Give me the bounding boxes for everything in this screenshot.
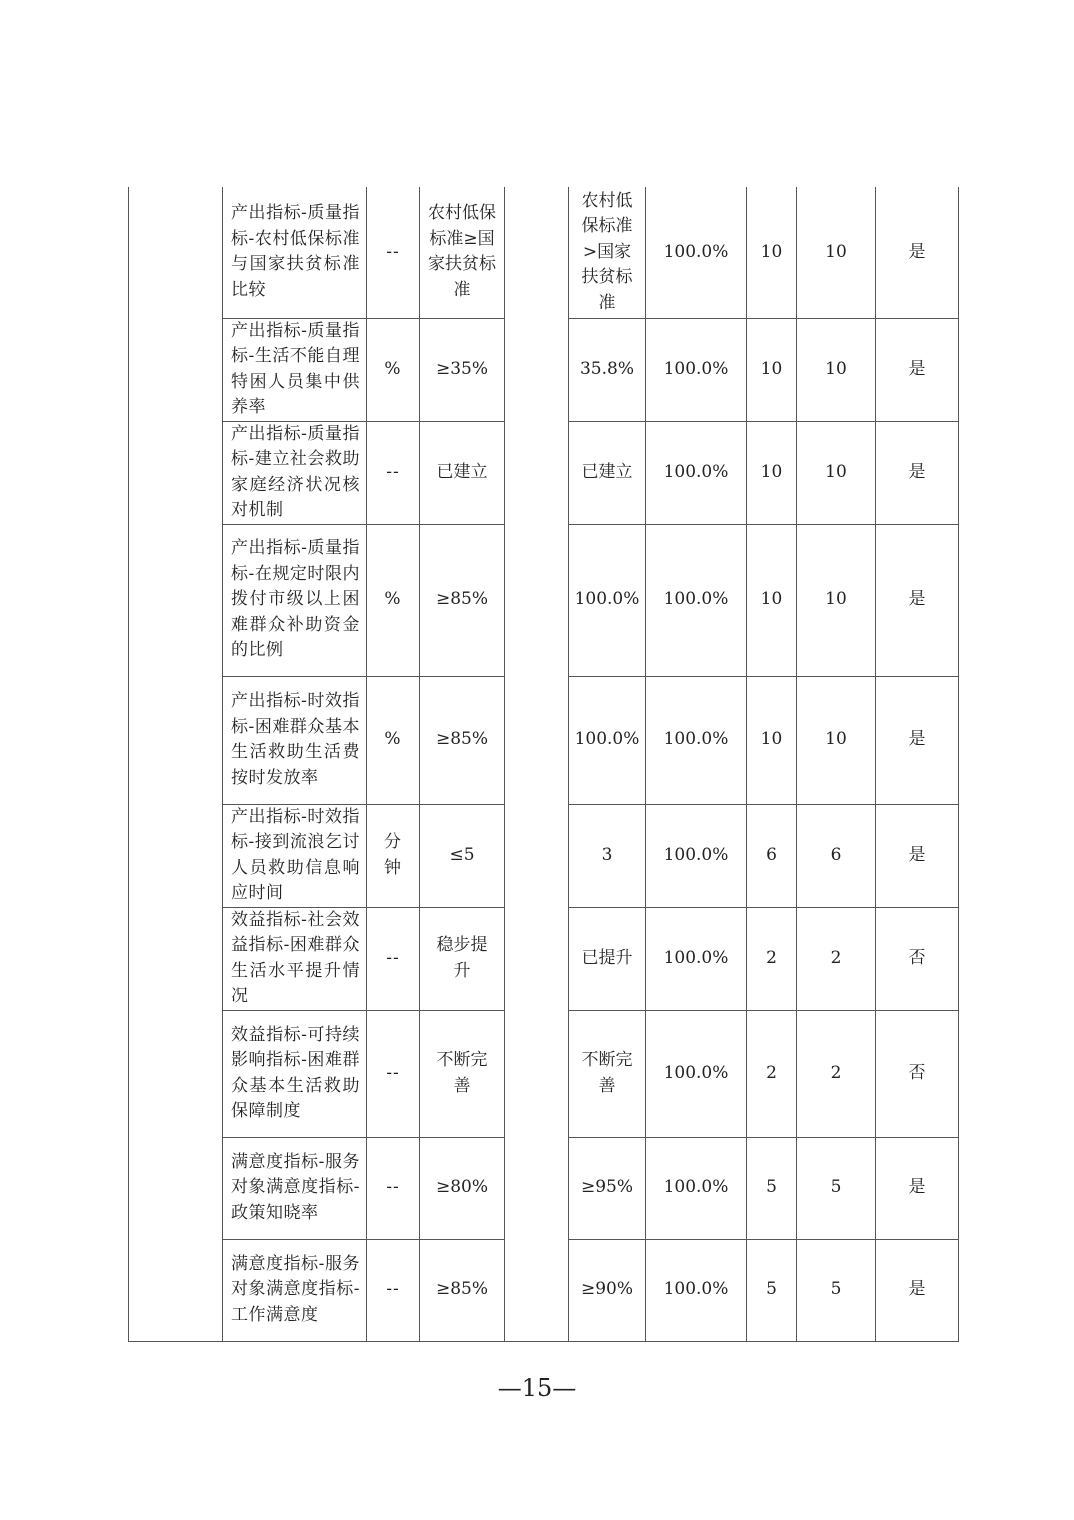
met-cell: 否: [876, 1010, 959, 1137]
indicator-cell: 产出指标-质量指标-建立社会救助家庭经济状况核对机制: [223, 421, 367, 524]
score-cell: 10: [797, 187, 876, 318]
weight-cell: 10: [747, 421, 797, 524]
met-cell: 是: [876, 318, 959, 421]
target-cell: 稳步提升: [420, 907, 505, 1010]
target-cell: ≤5: [420, 804, 505, 907]
indicator-cell: 满意度指标-服务对象满意度指标-政策知晓率: [223, 1137, 367, 1239]
target-cell: 不断完善: [420, 1010, 505, 1137]
score-cell: 2: [797, 1010, 876, 1137]
merged-empty-cell: [505, 187, 569, 1341]
actual-cell: 已提升: [569, 907, 646, 1010]
table-row: [129, 187, 959, 318]
actual-cell: 35.8%: [569, 318, 646, 421]
completion-rate-cell: 100.0%: [646, 1239, 747, 1341]
completion-rate-cell: 100.0%: [646, 524, 747, 676]
score-cell: 5: [797, 1137, 876, 1239]
indicator-cell: 产出指标-时效指标-困难群众基本生活救助生活费按时发放率: [223, 676, 367, 804]
weight-cell: 6: [747, 804, 797, 907]
unit-cell: %: [367, 318, 420, 421]
unit-cell: --: [367, 1239, 420, 1341]
score-cell: 10: [797, 318, 876, 421]
score-cell: 6: [797, 804, 876, 907]
met-cell: 是: [876, 524, 959, 676]
actual-cell: ≥95%: [569, 1137, 646, 1239]
weight-cell: 2: [747, 907, 797, 1010]
target-cell: ≥85%: [420, 1239, 505, 1341]
target-cell: ≥85%: [420, 676, 505, 804]
met-cell: 是: [876, 1137, 959, 1239]
score-cell: 10: [797, 676, 876, 804]
indicator-cell: 效益指标-可持续影响指标-困难群众基本生活救助保障制度: [223, 1010, 367, 1137]
target-cell: ≥35%: [420, 318, 505, 421]
met-cell: 是: [876, 187, 959, 318]
score-cell: 10: [797, 421, 876, 524]
score-cell: 5: [797, 1239, 876, 1341]
completion-rate-cell: 100.0%: [646, 318, 747, 421]
weight-cell: 2: [747, 1010, 797, 1137]
indicator-cell: 满意度指标-服务对象满意度指标-工作满意度: [223, 1239, 367, 1341]
actual-cell: 100.0%: [569, 676, 646, 804]
unit-cell: %: [367, 676, 420, 804]
actual-cell: 100.0%: [569, 524, 646, 676]
met-cell: 是: [876, 676, 959, 804]
indicator-cell: 产出指标-时效指标-接到流浪乞讨人员救助信息响应时间: [223, 804, 367, 907]
performance-indicator-table: [128, 187, 959, 1342]
weight-cell: 10: [747, 187, 797, 318]
indicator-cell: 产出指标-质量指标-在规定时限内拨付市级以上困难群众补助资金的比例: [223, 524, 367, 676]
completion-rate-cell: 100.0%: [646, 1010, 747, 1137]
actual-cell: 已建立: [569, 421, 646, 524]
weight-cell: 10: [747, 318, 797, 421]
unit-cell: --: [367, 907, 420, 1010]
score-cell: 2: [797, 907, 876, 1010]
weight-cell: 5: [747, 1137, 797, 1239]
met-cell: 是: [876, 421, 959, 524]
page-number: —15—: [497, 1374, 577, 1402]
actual-cell: ≥90%: [569, 1239, 646, 1341]
unit-cell: --: [367, 1137, 420, 1239]
unit-cell: --: [367, 1010, 420, 1137]
completion-rate-cell: 100.0%: [646, 187, 747, 318]
target-cell: ≥80%: [420, 1137, 505, 1239]
unit-cell: %: [367, 524, 420, 676]
unit-cell: --: [367, 421, 420, 524]
merged-category-cell: [129, 187, 223, 1341]
weight-cell: 5: [747, 1239, 797, 1341]
met-cell: 否: [876, 907, 959, 1010]
table-body: [129, 187, 959, 1341]
weight-cell: 10: [747, 676, 797, 804]
met-cell: 是: [876, 804, 959, 907]
completion-rate-cell: 100.0%: [646, 907, 747, 1010]
score-cell: 10: [797, 524, 876, 676]
target-cell: 已建立: [420, 421, 505, 524]
actual-cell: 不断完善: [569, 1010, 646, 1137]
completion-rate-cell: 100.0%: [646, 1137, 747, 1239]
completion-rate-cell: 100.0%: [646, 676, 747, 804]
completion-rate-cell: 100.0%: [646, 421, 747, 524]
completion-rate-cell: 100.0%: [646, 804, 747, 907]
target-cell: ≥85%: [420, 524, 505, 676]
indicator-cell: 产出指标-质量指标-生活不能自理特困人员集中供养率: [223, 318, 367, 421]
weight-cell: 10: [747, 524, 797, 676]
actual-cell: 农村低保标准>国家扶贫标准: [569, 187, 646, 318]
target-cell: 农村低保标准≥国家扶贫标准: [420, 187, 505, 318]
met-cell: 是: [876, 1239, 959, 1341]
actual-cell: 3: [569, 804, 646, 907]
indicator-cell: 产出指标-质量指标-农村低保标准与国家扶贫标准比较: [223, 187, 367, 318]
unit-cell: 分钟: [367, 804, 420, 907]
unit-cell: --: [367, 187, 420, 318]
indicator-cell: 效益指标-社会效益指标-困难群众生活水平提升情况: [223, 907, 367, 1010]
